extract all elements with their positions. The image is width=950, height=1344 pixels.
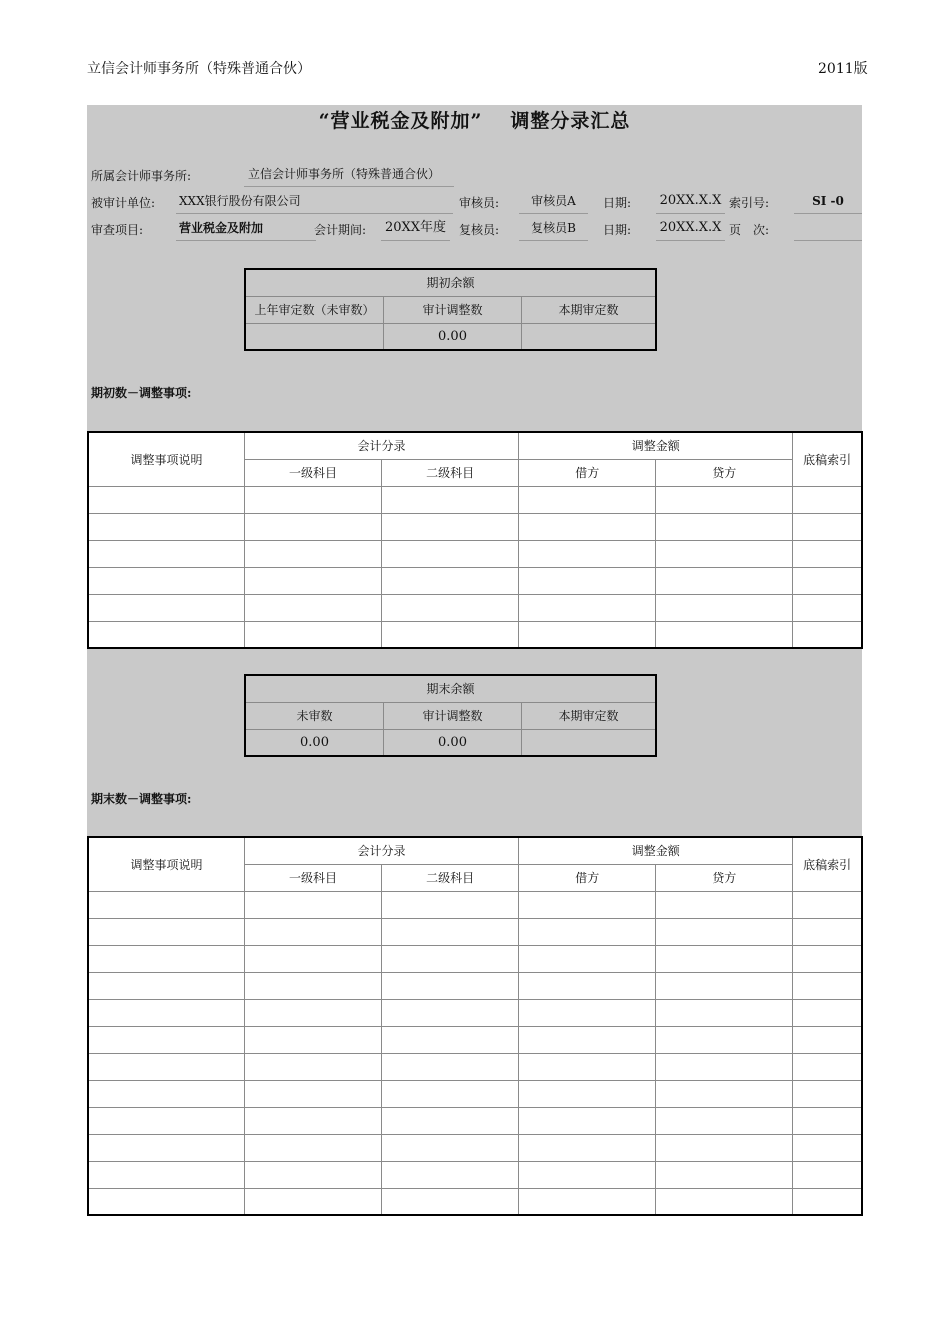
closing-adjust-table [87, 836, 863, 1216]
period-label: 会计期间: [314, 223, 367, 237]
period-value[interactable]: 20XX年度 [381, 216, 450, 241]
reviewer-label: 审核员: [459, 196, 500, 210]
closing-balance-table [244, 674, 657, 757]
opening-value-1[interactable] [245, 323, 384, 350]
opening-value-2[interactable]: 0.00 [384, 323, 522, 350]
table-row [88, 972, 862, 999]
closing-value-2[interactable]: 0.00 [384, 729, 522, 756]
closing-header-3: 本期审定数 [522, 702, 657, 729]
date-label-2: 日期: [603, 223, 632, 237]
adj-desc-header: 调整事项说明 [88, 837, 244, 891]
adj-index-header: 底稿索引 [793, 837, 862, 891]
table-row [88, 1134, 862, 1161]
opening-header-1: 上年审定数（未审数） [245, 296, 384, 323]
table-row [88, 945, 862, 972]
closing-section-label: 期末数－调整事项: [91, 792, 192, 806]
page-value[interactable] [794, 216, 862, 241]
firm-value[interactable]: 立信会计师事务所（特殊普通合伙） [244, 162, 454, 187]
date-label-1: 日期: [603, 196, 632, 210]
table-row [88, 1188, 862, 1215]
opening-value-3[interactable] [522, 323, 657, 350]
table-row [88, 567, 862, 594]
adj-debit-header: 借方 [519, 864, 656, 891]
opening-balance-table [244, 268, 657, 351]
title-part2: 调整分录汇总 [510, 110, 631, 132]
opening-adjust-table [87, 431, 863, 649]
index-label: 索引号: [729, 196, 770, 210]
adj-level1-header: 一级科目 [244, 864, 381, 891]
version-label: 2011版 [818, 61, 868, 77]
adj-level1-header: 一级科目 [244, 459, 381, 486]
audited-value[interactable]: XXX银行股份有限公司 [176, 189, 453, 214]
table-row [88, 918, 862, 945]
firm-header: 立信会计师事务所（特殊普通合伙） [87, 61, 311, 77]
audited-label: 被审计单位: [91, 196, 156, 210]
reviewer-value[interactable]: 审核员A [519, 189, 588, 214]
adj-desc-header: 调整事项说明 [88, 432, 244, 486]
title-part1: “营业税金及附加” [318, 110, 483, 132]
table-row [88, 1161, 862, 1188]
table-row [88, 486, 862, 513]
closing-header-2: 审计调整数 [384, 702, 522, 729]
index-value[interactable]: SI -0 [794, 189, 862, 214]
opening-header-2: 审计调整数 [384, 296, 522, 323]
adj-amount-header: 调整金额 [519, 432, 793, 459]
table-row [88, 1107, 862, 1134]
table-row [88, 621, 862, 648]
date-value-2[interactable]: 20XX.X.X [656, 216, 725, 241]
adj-index-header: 底稿索引 [793, 432, 862, 486]
table-row [88, 1026, 862, 1053]
adj-level2-header: 二级科目 [382, 864, 519, 891]
item-value[interactable]: 营业税金及附加 [176, 216, 316, 241]
table-row [88, 594, 862, 621]
closing-value-3[interactable] [522, 729, 657, 756]
page-label: 页 次: [729, 223, 770, 237]
firm-label: 所属会计师事务所: [91, 169, 192, 183]
opening-header-3: 本期审定数 [522, 296, 657, 323]
adj-entry-header: 会计分录 [244, 432, 518, 459]
closing-value-1[interactable]: 0.00 [245, 729, 384, 756]
closing-header-1: 未审数 [245, 702, 384, 729]
adj-debit-header: 借方 [519, 459, 656, 486]
item-label: 审查项目: [91, 223, 144, 237]
table-row [88, 891, 862, 918]
table-row [88, 513, 862, 540]
adj-credit-header: 贷方 [656, 864, 793, 891]
opening-section-label: 期初数－调整事项: [91, 386, 192, 400]
adj-credit-header: 贷方 [656, 459, 793, 486]
date-value-1[interactable]: 20XX.X.X [656, 189, 725, 214]
adj-entry-header: 会计分录 [244, 837, 518, 864]
table-row [88, 1080, 862, 1107]
adj-amount-header: 调整金额 [519, 837, 793, 864]
table-row [88, 1053, 862, 1080]
rechecker-label: 复核员: [459, 223, 500, 237]
table-row [88, 999, 862, 1026]
adj-level2-header: 二级科目 [382, 459, 519, 486]
table-row [88, 540, 862, 567]
opening-title: 期初余额 [245, 269, 656, 296]
closing-title: 期末余额 [245, 675, 656, 702]
page-title [87, 105, 862, 137]
rechecker-value[interactable]: 复核员B [519, 216, 588, 241]
